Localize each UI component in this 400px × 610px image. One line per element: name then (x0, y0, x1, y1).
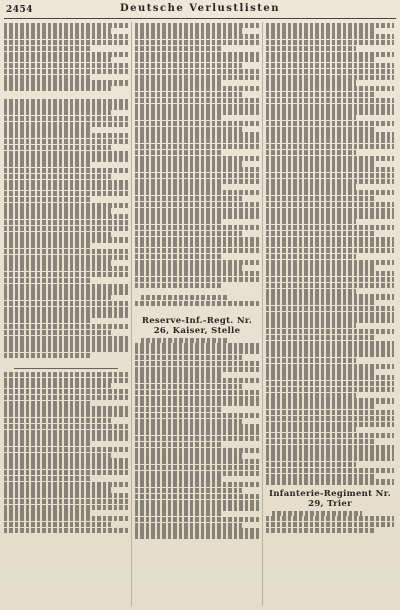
text-line (4, 476, 91, 481)
text-line (266, 393, 356, 398)
text-line (135, 283, 222, 288)
text-line (135, 277, 259, 282)
text-line (135, 367, 259, 372)
text-line (135, 523, 242, 528)
text-line (4, 75, 91, 80)
text-line (266, 184, 356, 189)
text-line (266, 231, 376, 236)
text-line (266, 352, 394, 357)
text-column-1 (4, 22, 128, 606)
text-line (266, 173, 394, 178)
text-line (4, 99, 128, 104)
text-line (135, 121, 259, 126)
text-line (135, 442, 222, 447)
text-line (266, 422, 394, 427)
text-line (4, 226, 128, 231)
text-line (4, 510, 91, 515)
text-line (135, 63, 242, 68)
text-line (135, 384, 242, 389)
text-line (266, 312, 394, 317)
text-line (266, 121, 394, 126)
text-line (266, 271, 394, 276)
text-line (4, 278, 91, 283)
text-line (4, 289, 128, 294)
text-line (266, 346, 394, 351)
text-line (266, 381, 394, 386)
text-line (4, 174, 111, 179)
text-line (4, 197, 91, 202)
text-line (4, 341, 128, 346)
text-line (4, 499, 128, 504)
text-line (4, 336, 128, 341)
text-line (135, 494, 259, 499)
text-line (135, 488, 242, 493)
page-number: 2454 (6, 5, 34, 15)
text-line (266, 387, 394, 392)
text-line (4, 86, 111, 91)
text-line (266, 364, 394, 369)
text-line (135, 57, 259, 62)
text-line (266, 23, 394, 28)
column-divider (262, 22, 263, 606)
text-line (135, 248, 259, 253)
text-line (266, 167, 394, 172)
text-line (266, 427, 356, 432)
text-line (135, 132, 259, 137)
text-line (266, 254, 356, 259)
text-line (135, 343, 259, 348)
text-line (4, 180, 128, 185)
text-line (266, 75, 394, 80)
text-line (266, 468, 394, 473)
text-line (4, 482, 128, 487)
text-line (4, 378, 128, 383)
text-line (266, 323, 356, 328)
text-line (4, 133, 128, 138)
text-line (135, 482, 259, 487)
text-line (4, 401, 91, 406)
text-line (4, 505, 128, 510)
text-line (266, 375, 394, 380)
text-line (266, 404, 376, 409)
text-line (266, 398, 394, 403)
text-line (266, 109, 394, 114)
text-line (4, 232, 111, 237)
text-line (135, 225, 259, 230)
text-line (135, 401, 259, 406)
text-line (4, 208, 111, 213)
text-line (135, 260, 259, 265)
text-line (135, 231, 242, 236)
text-line (266, 341, 394, 346)
text-line (266, 46, 356, 51)
text-line (4, 203, 128, 208)
text-line (135, 265, 242, 270)
text-line (266, 289, 356, 294)
text-line (266, 300, 376, 305)
text-line (266, 416, 394, 421)
text-line (266, 445, 394, 450)
text-line (4, 220, 128, 225)
text-line (266, 104, 394, 109)
text-line (135, 115, 222, 120)
text-line (4, 139, 128, 144)
text-line (266, 329, 394, 334)
text-line (135, 69, 259, 74)
text-line (266, 306, 394, 311)
header-rule (4, 18, 396, 19)
text-line (266, 277, 394, 282)
text-line (266, 265, 376, 270)
text-line (266, 474, 376, 479)
text-line (135, 40, 259, 45)
text-line (266, 317, 394, 322)
text-line (266, 127, 376, 132)
text-line (4, 243, 91, 248)
text-line (266, 294, 394, 299)
text-column-2 (135, 22, 259, 606)
text-line (266, 161, 376, 166)
text-line (266, 52, 394, 57)
text-line (4, 324, 128, 329)
text-line (4, 493, 128, 498)
text-line (135, 355, 242, 360)
text-line (135, 505, 259, 510)
text-line (135, 98, 259, 103)
column-divider (131, 22, 132, 606)
text-line (4, 435, 128, 440)
text-line (266, 260, 394, 265)
text-line (4, 249, 128, 254)
text-line (135, 471, 259, 476)
text-line (135, 23, 259, 28)
text-line (4, 430, 128, 435)
text-line (135, 46, 222, 51)
text-line (266, 196, 376, 201)
text-line (266, 80, 356, 85)
text-line (4, 307, 128, 312)
text-line (4, 34, 128, 39)
text-line (266, 522, 394, 527)
section-divider (14, 368, 118, 369)
text-line (4, 406, 128, 411)
text-line (4, 453, 111, 458)
text-line (4, 116, 128, 121)
text-line (135, 453, 242, 458)
text-line (4, 458, 128, 463)
text-line (266, 179, 394, 184)
text-line (135, 378, 259, 383)
text-line (266, 144, 394, 149)
text-line (135, 242, 259, 247)
text-line (266, 34, 394, 39)
text-line (135, 184, 222, 189)
text-line (135, 413, 259, 418)
text-line (4, 312, 128, 317)
text-line (135, 390, 259, 395)
text-line (4, 353, 91, 358)
text-line (266, 115, 356, 120)
text-line (4, 151, 128, 156)
text-line (135, 202, 259, 207)
text-line (135, 361, 259, 366)
text-line (135, 109, 259, 114)
text-line (135, 190, 259, 195)
text-line (135, 80, 222, 85)
text-line (266, 439, 376, 444)
text-line (135, 436, 259, 441)
text-line (266, 190, 394, 195)
text-line (4, 383, 111, 388)
text-line (266, 92, 376, 97)
text-line (266, 132, 394, 137)
text-line (4, 330, 111, 335)
text-line (266, 433, 394, 438)
text-line (4, 46, 91, 51)
text-line (4, 260, 111, 265)
text-line (266, 208, 394, 213)
text-line (4, 168, 128, 173)
text-line (266, 410, 394, 415)
text-line (135, 301, 259, 306)
text-line (4, 284, 128, 289)
regiment-heading: Infanterie-Regiment Nr. 29, Trier (269, 488, 391, 509)
text-line (266, 57, 376, 62)
text-line (135, 92, 242, 97)
text-line (135, 213, 259, 218)
regiment-heading: Reserve-Inf.-Regt. Nr. 26, Kaiser, Stelle (141, 315, 253, 336)
text-line (135, 237, 259, 242)
text-line (266, 28, 376, 33)
text-line (4, 156, 128, 161)
text-line (266, 202, 394, 207)
text-line (4, 266, 128, 271)
text-line (141, 295, 228, 300)
text-line (266, 369, 376, 374)
text-line (266, 248, 394, 253)
text-line (135, 528, 259, 533)
text-line (4, 522, 111, 527)
text-line (266, 219, 356, 224)
text-line (135, 372, 222, 377)
text-line (266, 63, 394, 68)
text-line (4, 255, 128, 260)
text-line (4, 122, 128, 127)
text-line (135, 161, 242, 166)
text-line (4, 295, 111, 300)
text-line (135, 430, 259, 435)
text-line (4, 424, 128, 429)
text-line (266, 283, 394, 288)
text-line (4, 347, 128, 352)
text-line (4, 145, 111, 150)
text-line (266, 213, 394, 218)
text-line (135, 28, 242, 33)
text-line (4, 395, 128, 400)
text-line (4, 185, 128, 190)
text-line (266, 225, 394, 230)
text-line (135, 219, 222, 224)
text-line (266, 335, 376, 340)
text-line (4, 412, 128, 417)
text-column-3 (266, 22, 394, 606)
text-line (4, 464, 128, 469)
text-line (135, 517, 259, 522)
text-line (135, 511, 222, 516)
running-title: Deutsche Verlustlisten (119, 3, 281, 14)
text-line (135, 173, 259, 178)
text-line (4, 418, 111, 423)
text-line (4, 23, 128, 28)
text-line (135, 271, 259, 276)
text-line (135, 465, 259, 470)
text-line (135, 138, 259, 143)
text-line (4, 441, 91, 446)
text-line (135, 52, 259, 57)
text-line (4, 57, 111, 62)
text-line (135, 150, 222, 155)
text-line (4, 214, 128, 219)
text-line (266, 138, 394, 143)
text-line (4, 237, 128, 242)
text-line (266, 516, 394, 521)
text-line (266, 479, 394, 484)
text-line (135, 459, 259, 464)
text-line (4, 40, 128, 45)
text-line (4, 162, 91, 167)
text-line (135, 167, 259, 172)
text-line (266, 358, 356, 363)
text-line (135, 349, 259, 354)
text-line (266, 450, 394, 455)
text-line (135, 407, 222, 412)
text-line (135, 104, 259, 109)
text-line (135, 254, 222, 259)
text-line (266, 150, 356, 155)
text-line (266, 237, 394, 242)
text-line (266, 528, 376, 533)
text-line (135, 156, 259, 161)
text-line (4, 470, 128, 475)
text-line (135, 34, 259, 39)
text-line (4, 191, 128, 196)
text-line (135, 424, 259, 429)
text-line (135, 86, 259, 91)
text-line (266, 462, 356, 467)
text-line (4, 63, 128, 68)
text-line (4, 516, 128, 521)
text-line (135, 534, 259, 539)
text-line (135, 396, 259, 401)
text-line (4, 272, 128, 277)
text-line (266, 456, 394, 461)
text-line (4, 372, 128, 377)
text-line (266, 98, 394, 103)
text-line (4, 52, 128, 57)
text-line (135, 476, 222, 481)
text-line (4, 104, 128, 109)
text-line (266, 69, 394, 74)
text-line (4, 318, 91, 323)
text-line (141, 338, 228, 343)
text-line (4, 80, 128, 85)
text-line (4, 528, 128, 533)
text-line (4, 389, 128, 394)
text-line (272, 511, 362, 516)
text-line (266, 156, 394, 161)
text-line (135, 144, 259, 149)
text-line (4, 301, 128, 306)
text-line (135, 208, 259, 213)
text-line (4, 110, 111, 115)
text-line (4, 69, 128, 74)
text-line (135, 448, 259, 453)
text-line (135, 127, 242, 132)
text-line (135, 179, 259, 184)
text-line (135, 419, 242, 424)
text-line (266, 86, 394, 91)
text-line (4, 127, 91, 132)
text-line (135, 75, 259, 80)
text-line (4, 487, 111, 492)
text-line (266, 242, 394, 247)
text-line (4, 447, 128, 452)
text-line (4, 28, 111, 33)
text-line (135, 196, 242, 201)
text-line (266, 40, 394, 45)
text-line (135, 500, 259, 505)
